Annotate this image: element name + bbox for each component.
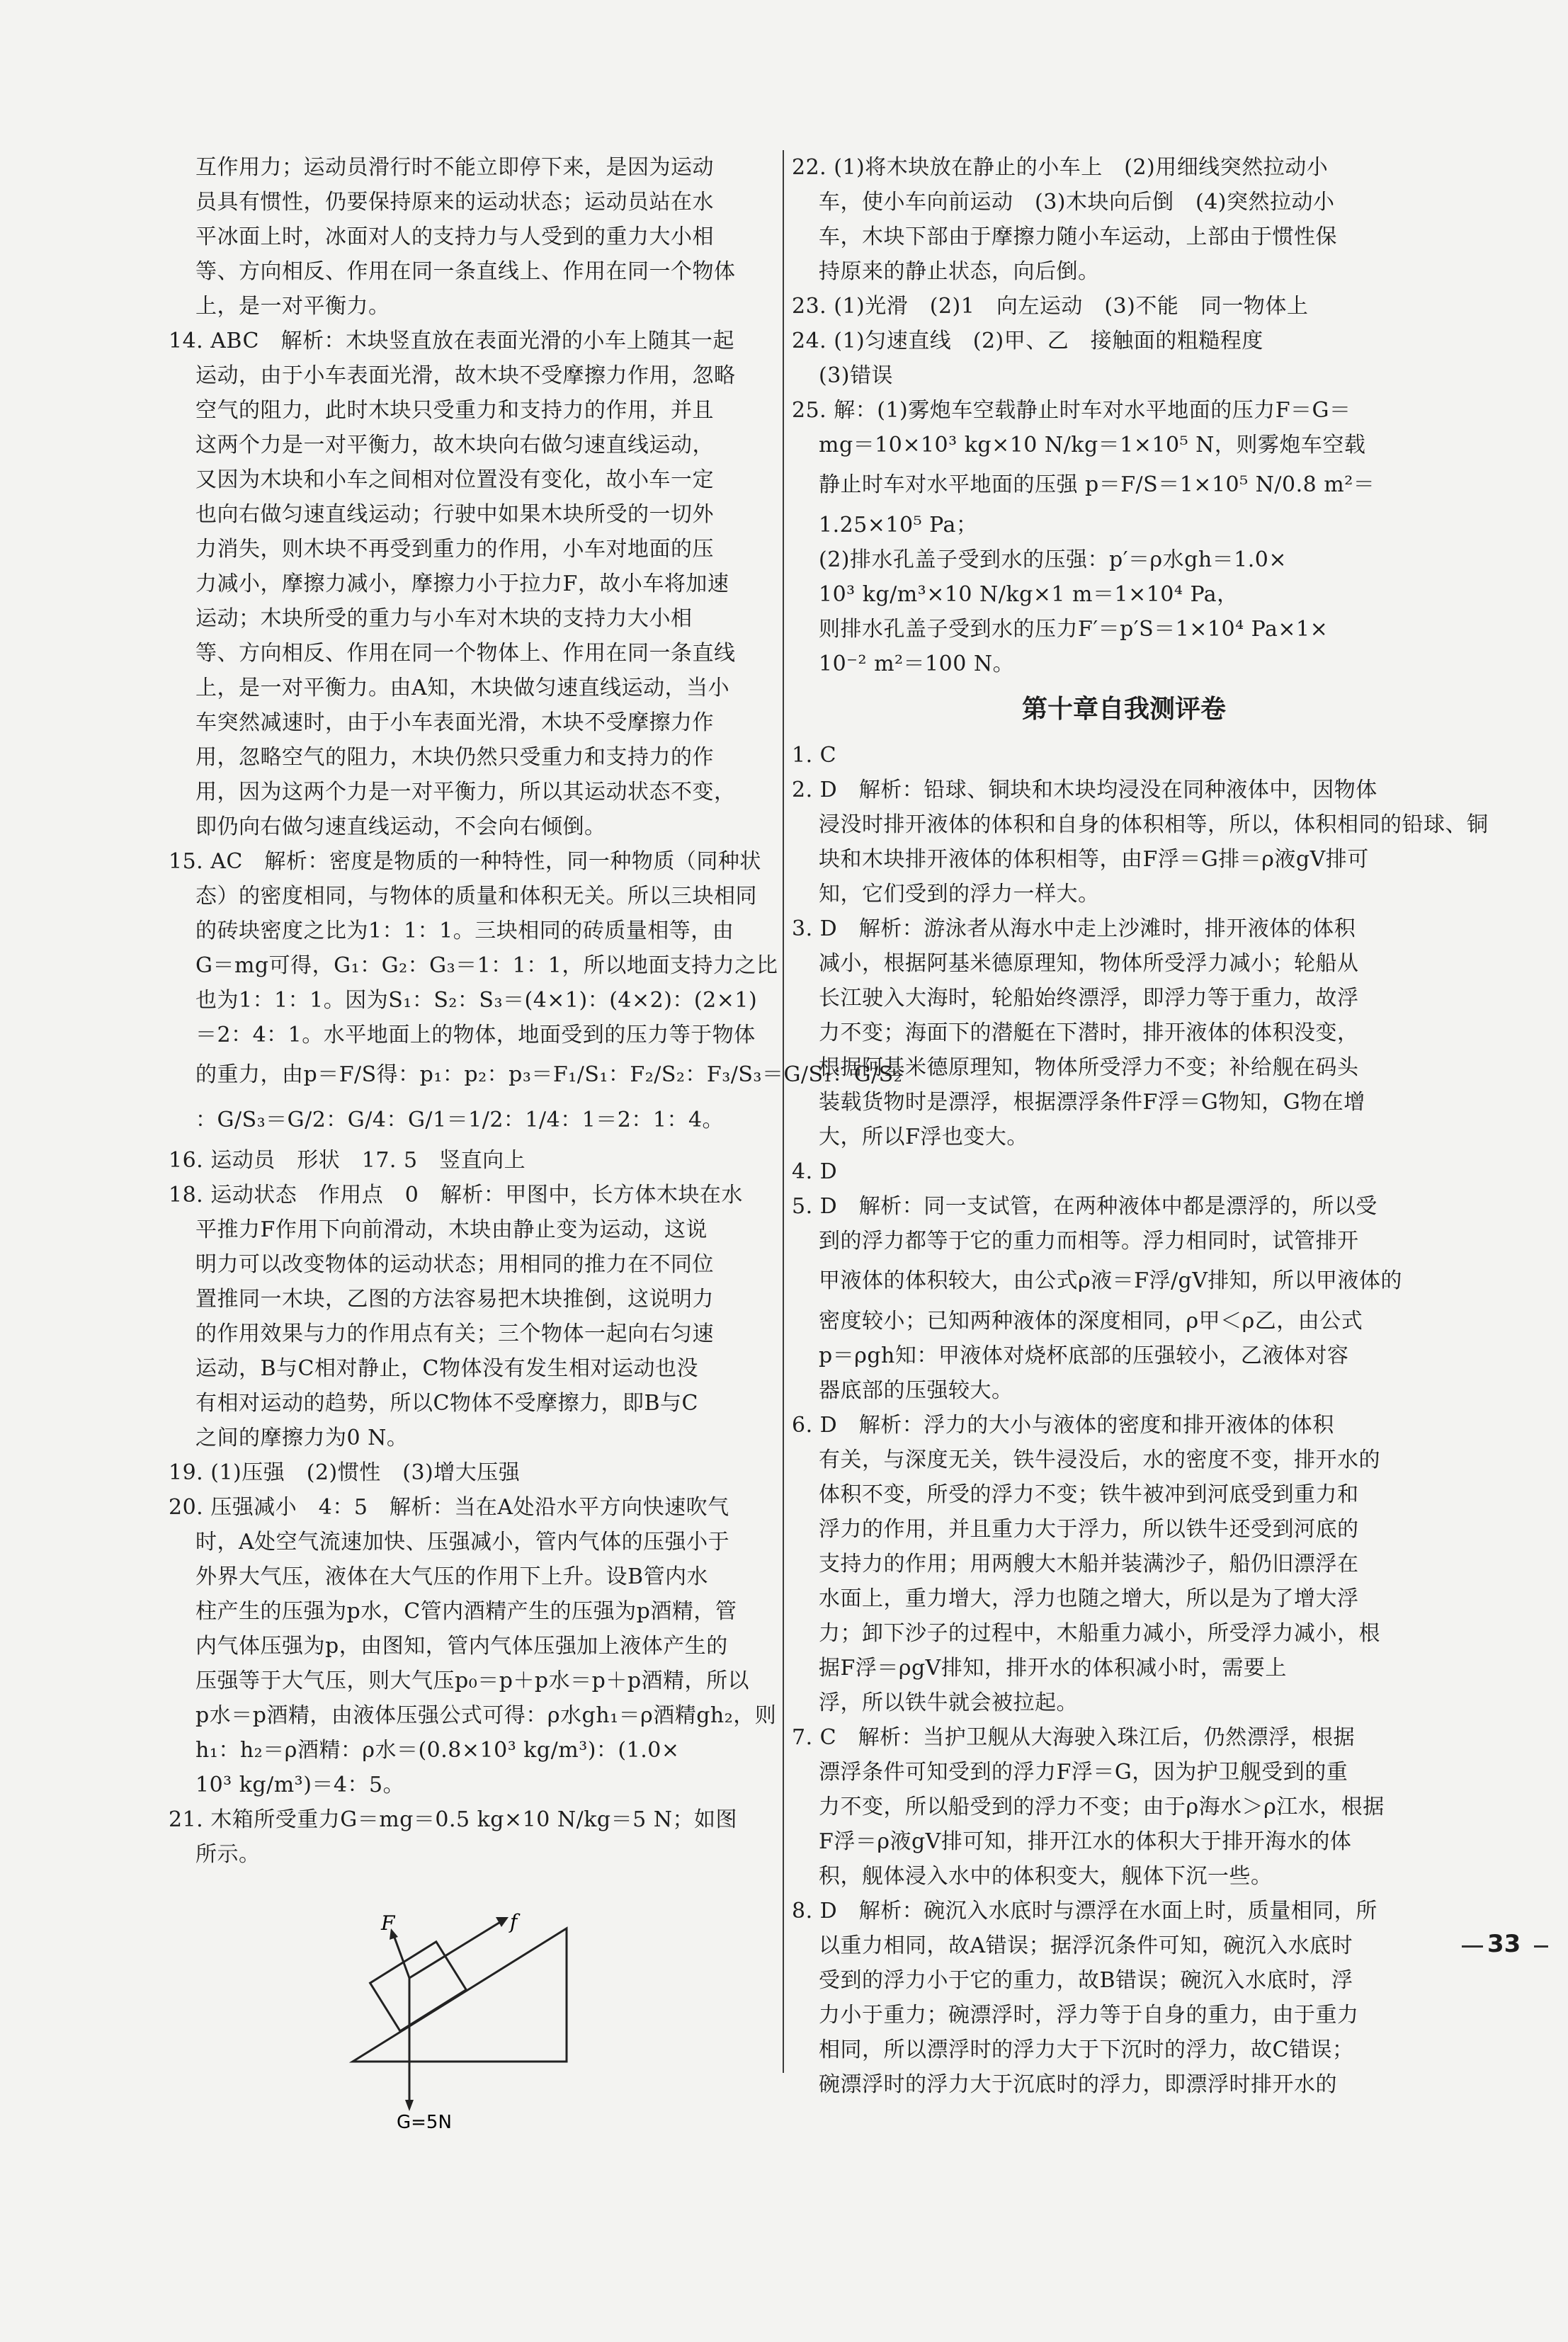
text-line: h₁：h₂＝ρ酒精：ρ水＝(0.8×10³ kg/m³)：(1.0× (195, 1738, 680, 1763)
text-line: 有关，与深度无关，铁牛浸没后，水的密度不变，排开水的 (819, 1448, 1380, 1472)
text-line: 置推同一木块，乙图的方法容易把木块推倒，这说明力 (195, 1287, 714, 1312)
text-line: 密度较小；已知两种液体的深度相同，ρ甲＜ρ乙，由公式 (819, 1309, 1363, 1334)
answer-4: 4. D (792, 1159, 838, 1184)
answer-23: 23. (1)光滑 (2)1 向左运动 (3)不能 同一物体上 (792, 294, 1309, 319)
answer-14: 14. ABC 解析：木块竖直放在表面光滑的小车上随其一起 (169, 329, 734, 353)
text-line: 之间的摩擦力为0 N。 (195, 1426, 409, 1450)
text-line: 的砖块密度之比为1：1：1。三块相同的砖质量相等，由 (195, 919, 734, 943)
text-line: 相同，所以漂浮时的浮力大于下沉时的浮力，故C错误； (819, 2037, 1354, 2062)
text-line: 知，它们受到的浮力一样大。 (819, 882, 1100, 906)
text-line: 平推力F作用下向前滑动，木块由静止变为运动，这说 (195, 1217, 708, 1242)
answer-1: 1. C (792, 743, 837, 768)
wooden-box (370, 1942, 467, 2031)
friction-arrow-head (496, 1917, 509, 1927)
text-line: 碗漂浮时的浮力大于沉底时的浮力，即漂浮时排开水的 (819, 2072, 1337, 2097)
formula-line: 的重力，由p＝F/S得：p₁：p₂：p₃＝F₁/S₁：F₂/S₂：F₃/S₃＝G/S₁：G/S₂ (195, 1062, 903, 1087)
answer-22: 22. (1)将木块放在静止的小车上 (2)用细线突然拉动小 (792, 155, 1329, 180)
text-line: 上，是一对平衡力。由A知，木块做匀速直线运动，当小 (195, 676, 730, 700)
text-line: 10³ kg/m³×10 N/kg×1 m＝1×10⁴ Pa， (819, 582, 1239, 607)
incline-force-diagram (169, 1872, 778, 2134)
text-line: 1.25×10⁵ Pa； (819, 513, 978, 538)
text-line: 运动，B与C相对静止，C物体没有发生相对运动也没 (195, 1356, 698, 1381)
text-line: F浮＝ρ液gV排可知，排开江水的体积大于排开海水的体 (819, 1829, 1352, 1854)
text-line: 力不变，所以船受到的浮力不变；由于ρ海水＞ρ江水，根据 (819, 1795, 1385, 1819)
text-line: 用，因为这两个力是一对平衡力，所以其运动状态不变， (195, 780, 736, 805)
text-line: 大，所以F浮也变大。 (819, 1125, 1028, 1149)
text-line: 力；卸下沙子的过程中，木船重力减小，所受浮力减小，根 (819, 1621, 1380, 1646)
text-line: 漂浮条件可知受到的浮力F浮＝G，因为护卫舰受到的重 (819, 1760, 1348, 1785)
text-line: 力不变；海面下的潜艇在下潜时，排开液体的体积没变， (819, 1021, 1359, 1045)
friction-label: f (510, 1910, 518, 1933)
section-title: 第十章自我测评卷 (1021, 695, 1226, 724)
column-divider (783, 150, 784, 2073)
text-line: 支持力的作用；用两艘大木船并装满沙子，船仍旧漂浮在 (819, 1552, 1359, 1576)
text-line: 时，A处空气流速加快、压强减小，管内气体的压强小于 (195, 1530, 730, 1554)
text-line: ＝2：4：1。水平地面上的物体，地面受到的压力等于物体 (195, 1023, 756, 1047)
gravity-label: G=5N (397, 2112, 452, 2133)
text-line: 力小于重力；碗漂浮时，浮力等于自身的重力，由于重力 (819, 2003, 1359, 2028)
text-line: 体积不变，所受的浮力不变；铁牛被冲到河底受到重力和 (819, 1482, 1359, 1507)
page-number-rule-left (1462, 1945, 1483, 1948)
text-line: 车，木块下部由于摩擦力随小车运动，上部由于惯性保 (819, 224, 1337, 249)
text-line: 以重力相同，故A错误；据浮沉条件可知，碗沉入水底时 (819, 1933, 1353, 1958)
text-line: 积，舰体浸入水中的体积变大，舰体下沉一些。 (819, 1864, 1273, 1889)
text-line: (3)错误 (819, 363, 893, 388)
text-line: 力减小，摩擦力减小，摩擦力小于拉力F，故小车将加速 (195, 572, 729, 596)
answer-21: 21. 木箱所受重力G＝mg＝0.5 kg×10 N/kg＝5 N；如图 (169, 1807, 737, 1832)
text-line: 上，是一对平衡力。 (195, 294, 390, 319)
text-line: 用，忽略空气的阻力，木块仍然只受重力和支持力的作 (195, 745, 714, 770)
text-line: 柱产生的压强为p水，C管内酒精产生的压强为p酒精，管 (195, 1599, 737, 1624)
text-line: 到的浮力都等于它的重力而相等。浮力相同时，试管排开 (819, 1229, 1359, 1254)
answer-2: 2. D 解析：铅球、铜块和木块均浸没在同种液体中，因物体 (792, 778, 1377, 802)
answer-16-17: 16. 运动员 形状 17. 5 竖直向上 (169, 1148, 526, 1173)
text-line: 运动；木块所受的重力与小车对木块的支持力大小相 (195, 606, 693, 631)
support-label: F (381, 1911, 395, 1935)
text-line: 装载货物时是漂浮，根据漂浮条件F浮＝G物知，G物在增 (819, 1090, 1365, 1115)
force-diagram-svg (169, 1872, 778, 2134)
text-line: 空气的阻力，此时木块只受重力和支持力的作用，并且 (195, 398, 714, 423)
right-column (792, 150, 1489, 2102)
text-line: 车，使小车向前运动 (3)木块向后倒 (4)突然拉动小 (819, 190, 1335, 215)
answer-8: 8. D 解析：碗沉入水底时与漂浮在水面上时，质量相同，所 (792, 1899, 1377, 1923)
text-line: 平冰面上时，冰面对人的支持力与人受到的重力大小相 (195, 224, 714, 249)
text-line: p水＝p酒精，由液体压强公式可得：ρ水gh₁＝ρ酒精gh₂，则 (195, 1703, 777, 1728)
page-number-rule-right (1534, 1945, 1548, 1948)
page-number: 33 (1487, 1930, 1521, 1958)
text-line: 内气体压强为p，由图知，管内气体压强加上液体产生的 (195, 1634, 728, 1659)
text-line: 据F浮＝ρgV排知，排开水的体积减小时，需要上 (819, 1656, 1287, 1681)
answer-5: 5. D 解析：同一支试管，在两种液体中都是漂浮的，所以受 (792, 1194, 1377, 1219)
text-line: 明力可以改变物体的运动状态；用相同的推力在不同位 (195, 1252, 714, 1277)
text-line: 这两个力是一对平衡力，故木块向右做匀速直线运动， (195, 433, 714, 457)
text-line: 等、方向相反、作用在同一条直线上、作用在同一个物体 (195, 259, 736, 284)
text-line: 运动，由于小车表面光滑，故木块不受摩擦力作用，忽略 (195, 363, 736, 388)
answer-20: 20. 压强减小 4：5 解析：当在A处沿水平方向快速吹气 (169, 1495, 729, 1520)
text-line: 也向右做匀速直线运动；行驶中如果木块所受的一切外 (195, 502, 714, 527)
text-line: 外界大气压，液体在大气压的作用下上升。设B管内水 (195, 1564, 709, 1589)
answer-6: 6. D 解析：浮力的大小与液体的密度和排开液体的体积 (792, 1413, 1334, 1438)
answer-18: 18. 运动状态 作用点 0 解析：甲图中，长方体木块在水 (169, 1183, 743, 1207)
text-line: 员具有惯性，仍要保持原来的运动状态；运动员站在水 (195, 190, 714, 215)
answer-24: 24. (1)匀速直线 (2)甲、乙 接触面的粗糙程度 (792, 329, 1263, 353)
text-line: G＝mg可得，G₁：G₂：G₃＝1：1：1，所以地面支持力之比 (195, 953, 778, 978)
text-line: 器底部的压强较大。 (819, 1378, 1013, 1403)
text-line: 也为1：1：1。因为S₁：S₂：S₃＝(4×1)：(4×2)：(2×1) (195, 988, 758, 1013)
text-line: 持原来的静止状态，向后倒。 (819, 259, 1100, 284)
text-line: 有相对运动的趋势，所以C物体不受摩擦力，即B与C (195, 1391, 698, 1416)
text-line: 减小，根据阿基米德原理知，物体所受浮力减小；轮船从 (819, 951, 1359, 976)
text-line: 互作用力；运动员滑行时不能立即停下来，是因为运动 (195, 155, 714, 180)
text-line: 受到的浮力小于它的重力，故B错误；碗沉入水底时，浮 (819, 1968, 1353, 1993)
text-line: 水面上，重力增大，浮力也随之增大，所以是为了增大浮 (819, 1586, 1359, 1611)
text-line: 所示。 (195, 1842, 261, 1867)
text-line: 浸没时排开液体的体积和自身的体积相等，所以，体积相同的铅球、铜 (819, 812, 1489, 837)
text-line: 长江驶入大海时，轮船始终漂浮，即浮力等于重力，故浮 (819, 986, 1359, 1011)
formula-line: ：G/S₃＝G/2：G/4：G/1＝1/2：1/4：1＝2：1：4。 (195, 1108, 725, 1132)
text-line: (2)排水孔盖子受到水的压强：p′＝ρ水gh＝1.0× (819, 547, 1288, 572)
text-line: 10³ kg/m³)＝4：5。 (195, 1773, 405, 1797)
gravity-arrow-head (405, 2100, 414, 2111)
answer-25: 25. 解：(1)雾炮车空载静止时车对水平地面的压力F＝G＝ (792, 398, 1351, 423)
text-line: 块和木块排开液体的体积相等，由F浮＝G排＝ρ液gV排可 (819, 847, 1369, 872)
support-arrow-line (394, 1935, 409, 1978)
text-line: 压强等于大气压，则大气压p₀＝p＋p水＝p＋p酒精，所以 (195, 1669, 750, 1693)
text-line: 浮，所以铁牛就会被拉起。 (819, 1690, 1078, 1715)
text-line: 力消失，则木块不再受到重力的作用，小车对地面的压 (195, 537, 714, 562)
text-line: 即仍向右做匀速直线运动，不会向右倾倒。 (195, 814, 606, 839)
text-line: 态）的密度相同，与物体的质量和体积无关。所以三块相同 (195, 884, 757, 909)
text-line: 浮力的作用，并且重力大于浮力，所以铁牛还受到河底的 (819, 1517, 1359, 1542)
text-line: mg＝10×10³ kg×10 N/kg＝1×10⁵ N，则雾炮车空载 (819, 433, 1366, 457)
text-line: 的作用效果与力的作用点有关；三个物体一起向右匀速 (195, 1321, 714, 1346)
text-line: 等、方向相反、作用在同一个物体上、作用在同一条直线 (195, 641, 736, 666)
formula-line: 甲液体的体积较大，由公式ρ液＝F浮/gV排知，所以甲液体的 (819, 1268, 1402, 1293)
answer-19: 19. (1)压强 (2)惯性 (3)增大压强 (169, 1460, 521, 1485)
text-line: 根据阿基米德原理知，物体所受浮力不变；补给舰在码头 (819, 1055, 1359, 1080)
answer-7: 7. C 解析：当护卫舰从大海驶入珠江后，仍然漂浮，根据 (792, 1725, 1356, 1750)
text-line: 10⁻² m²＝100 N。 (819, 652, 1015, 676)
text-line: 又因为木块和小车之间相对位置没有变化，故小车一定 (195, 467, 714, 492)
text-line: 则排水孔盖子受到水的压力F′＝p′S＝1×10⁴ Pa×1× (819, 617, 1329, 642)
answer-3: 3. D 解析：游泳者从海水中走上沙滩时，排开液体的体积 (792, 916, 1356, 941)
answer-15: 15. AC 解析：密度是物质的一种特性，同一种物质（同种状 (169, 849, 761, 874)
text-line: 车突然减速时，由于小车表面光滑，木块不受摩擦力作 (195, 710, 714, 735)
formula-line: 静止时车对水平地面的压强 p＝F/S＝1×10⁵ N/0.8 m²＝ (819, 472, 1375, 497)
text-line: p＝ρgh知：甲液体对烧杯底部的压强较小，乙液体对容 (819, 1343, 1349, 1368)
